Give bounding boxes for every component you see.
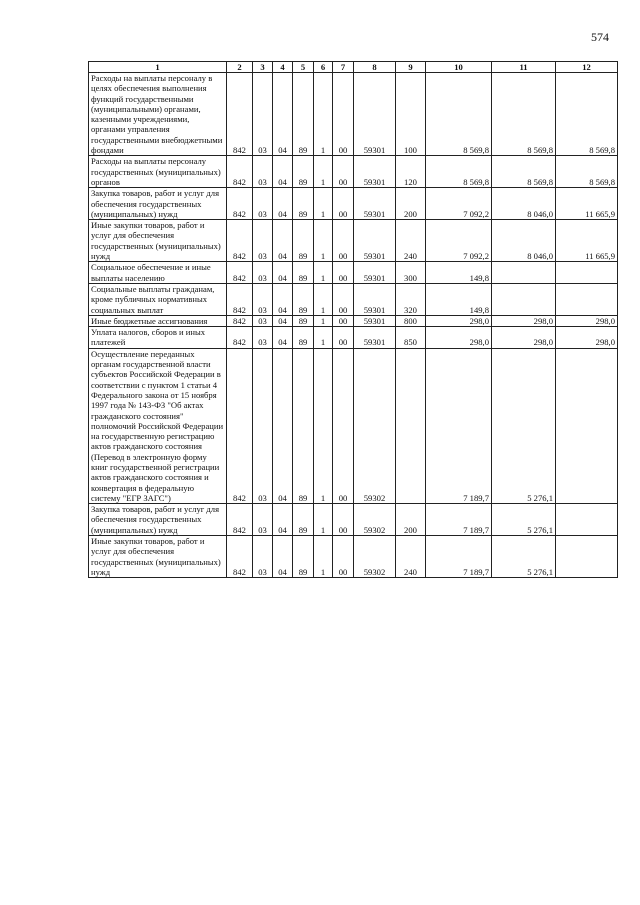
code-cell: 89 bbox=[293, 315, 314, 326]
code-cell: 89 bbox=[293, 188, 314, 220]
code-cell: 100 bbox=[396, 73, 426, 156]
code-cell: 240 bbox=[396, 220, 426, 262]
table-row bbox=[89, 262, 618, 284]
column-header: 7 bbox=[333, 62, 354, 73]
code-cell: 1 bbox=[314, 262, 333, 284]
amount-cell: 8 569,8 bbox=[492, 73, 556, 156]
code-cell: 842 bbox=[227, 327, 253, 349]
code-cell: 03 bbox=[253, 188, 273, 220]
amount-cell: 298,0 bbox=[556, 315, 618, 326]
table-row bbox=[89, 504, 618, 536]
amount-cell: 11 665,9 bbox=[556, 188, 618, 220]
code-cell: 00 bbox=[333, 73, 354, 156]
column-header: 3 bbox=[253, 62, 273, 73]
amount-cell bbox=[492, 262, 556, 284]
row-name-text: Закупка товаров, работ и услуг для обеспечения государственных (муниципальных) нужд bbox=[91, 188, 220, 219]
amount-cell: 7 092,2 bbox=[426, 220, 492, 262]
amount-cell bbox=[556, 348, 618, 503]
table-row bbox=[89, 283, 618, 315]
amount-cell bbox=[556, 283, 618, 315]
amount-cell: 7 092,2 bbox=[426, 188, 492, 220]
row-name-text: Иные закупки товаров, работ и услуг для обеспечения государственных (муниципальных) нужд bbox=[91, 536, 221, 577]
code-cell: 59301 bbox=[354, 156, 396, 188]
code-cell: 300 bbox=[396, 262, 426, 284]
column-header: 9 bbox=[396, 62, 426, 73]
code-cell: 03 bbox=[253, 504, 273, 536]
code-cell bbox=[396, 348, 426, 503]
table-body bbox=[89, 73, 618, 578]
column-header: 8 bbox=[354, 62, 396, 73]
row-name-cell bbox=[89, 220, 227, 262]
code-cell: 842 bbox=[227, 348, 253, 503]
budget-table bbox=[88, 61, 618, 578]
amount-cell bbox=[556, 262, 618, 284]
table-row bbox=[89, 73, 618, 156]
code-cell: 00 bbox=[333, 536, 354, 578]
code-cell: 59302 bbox=[354, 504, 396, 536]
code-cell: 59302 bbox=[354, 536, 396, 578]
code-cell: 00 bbox=[333, 220, 354, 262]
code-cell: 00 bbox=[333, 283, 354, 315]
code-cell: 89 bbox=[293, 220, 314, 262]
column-header: 4 bbox=[273, 62, 293, 73]
table-row bbox=[89, 315, 618, 326]
code-cell: 89 bbox=[293, 283, 314, 315]
code-cell: 04 bbox=[273, 315, 293, 326]
code-cell: 00 bbox=[333, 504, 354, 536]
code-cell: 89 bbox=[293, 73, 314, 156]
table-row bbox=[89, 188, 618, 220]
code-cell: 1 bbox=[314, 73, 333, 156]
row-name-cell bbox=[89, 283, 227, 315]
code-cell: 842 bbox=[227, 315, 253, 326]
code-cell: 03 bbox=[253, 327, 273, 349]
code-cell: 04 bbox=[273, 262, 293, 284]
code-cell: 240 bbox=[396, 536, 426, 578]
page-number: 574 bbox=[591, 30, 609, 44]
code-cell: 1 bbox=[314, 348, 333, 503]
code-cell: 00 bbox=[333, 262, 354, 284]
amount-cell: 5 276,1 bbox=[492, 536, 556, 578]
code-cell: 03 bbox=[253, 536, 273, 578]
amount-cell: 11 665,9 bbox=[556, 220, 618, 262]
code-cell: 04 bbox=[273, 504, 293, 536]
code-cell: 59301 bbox=[354, 188, 396, 220]
amount-cell: 5 276,1 bbox=[492, 348, 556, 503]
code-cell: 04 bbox=[273, 73, 293, 156]
code-cell: 89 bbox=[293, 327, 314, 349]
row-name-text: Расходы на выплаты персоналу государственных (муниципальных) органов bbox=[91, 156, 221, 187]
code-cell: 120 bbox=[396, 156, 426, 188]
code-cell: 1 bbox=[314, 188, 333, 220]
amount-cell: 5 276,1 bbox=[492, 504, 556, 536]
code-cell: 03 bbox=[253, 262, 273, 284]
code-cell: 04 bbox=[273, 188, 293, 220]
row-name-cell bbox=[89, 504, 227, 536]
amount-cell: 298,0 bbox=[556, 327, 618, 349]
amount-cell bbox=[556, 536, 618, 578]
amount-cell: 298,0 bbox=[426, 327, 492, 349]
code-cell: 1 bbox=[314, 315, 333, 326]
row-name-text: Расходы на выплаты персоналу в целях обеспечения выполнения функций государственными (муниципальными) органами, казенными учреждениями, органами управления государственными внебюджетными фондами bbox=[91, 73, 223, 156]
row-name-text: Социальное обеспечение и иные выплаты населению bbox=[91, 262, 211, 283]
code-cell: 1 bbox=[314, 220, 333, 262]
code-cell: 89 bbox=[293, 536, 314, 578]
table-row bbox=[89, 220, 618, 262]
amount-cell: 7 189,7 bbox=[426, 504, 492, 536]
table-row bbox=[89, 327, 618, 349]
code-cell: 00 bbox=[333, 315, 354, 326]
amount-cell: 8 569,8 bbox=[492, 156, 556, 188]
code-cell: 03 bbox=[253, 348, 273, 503]
amount-cell: 298,0 bbox=[426, 315, 492, 326]
code-cell: 1 bbox=[314, 536, 333, 578]
code-cell: 842 bbox=[227, 536, 253, 578]
table-row bbox=[89, 156, 618, 188]
row-name-cell bbox=[89, 348, 227, 503]
code-cell: 1 bbox=[314, 156, 333, 188]
amount-cell: 7 189,7 bbox=[426, 348, 492, 503]
amount-cell: 8 569,8 bbox=[556, 73, 618, 156]
table-row bbox=[89, 536, 618, 578]
code-cell: 842 bbox=[227, 283, 253, 315]
code-cell: 842 bbox=[227, 156, 253, 188]
code-cell: 59302 bbox=[354, 348, 396, 503]
column-header: 1 bbox=[89, 62, 227, 73]
column-header: 11 bbox=[492, 62, 556, 73]
code-cell: 89 bbox=[293, 156, 314, 188]
code-cell: 320 bbox=[396, 283, 426, 315]
column-header: 2 bbox=[227, 62, 253, 73]
amount-cell: 8 046,0 bbox=[492, 220, 556, 262]
code-cell: 59301 bbox=[354, 262, 396, 284]
row-name-text: Социальные выплаты гражданам, кроме публичных нормативных социальных выплат bbox=[91, 283, 215, 315]
row-name-cell bbox=[89, 315, 227, 326]
code-cell: 842 bbox=[227, 504, 253, 536]
code-cell: 89 bbox=[293, 348, 314, 503]
row-name-cell bbox=[89, 73, 227, 156]
amount-cell: 7 189,7 bbox=[426, 536, 492, 578]
code-cell: 842 bbox=[227, 220, 253, 262]
code-cell: 59301 bbox=[354, 327, 396, 349]
table-row bbox=[89, 348, 618, 503]
amount-cell: 8 569,8 bbox=[426, 73, 492, 156]
code-cell: 59301 bbox=[354, 283, 396, 315]
code-cell: 89 bbox=[293, 504, 314, 536]
code-cell: 59301 bbox=[354, 220, 396, 262]
row-name-text: Иные бюджетные ассигнования bbox=[91, 315, 208, 326]
row-name-text: Осуществление переданных органам государственной власти субъектов Российской Федерации в соответствии с пунктом 1 статьи 4 Федерального закона от 15 ноября 1997 года № 143-ФЗ "Об актах гражданского состояния" полномочий Российской Федерации на государственную регистрацию актов гражданского состояния (Перевод в электронную форму книг государственной регистрации актов гражданского состояния и конвертация в федеральную систему "ЕГР ЗАГС") bbox=[91, 348, 224, 503]
code-cell: 850 bbox=[396, 327, 426, 349]
code-cell: 03 bbox=[253, 220, 273, 262]
column-header: 12 bbox=[556, 62, 618, 73]
code-cell: 03 bbox=[253, 283, 273, 315]
amount-cell bbox=[556, 504, 618, 536]
code-cell: 00 bbox=[333, 156, 354, 188]
code-cell: 842 bbox=[227, 73, 253, 156]
code-cell: 03 bbox=[253, 156, 273, 188]
code-cell: 04 bbox=[273, 283, 293, 315]
amount-cell: 149,8 bbox=[426, 283, 492, 315]
row-name-cell bbox=[89, 327, 227, 349]
code-cell: 59301 bbox=[354, 73, 396, 156]
code-cell: 59301 bbox=[354, 315, 396, 326]
amount-cell: 8 569,8 bbox=[556, 156, 618, 188]
amount-cell: 298,0 bbox=[492, 315, 556, 326]
code-cell: 04 bbox=[273, 348, 293, 503]
code-cell: 03 bbox=[253, 73, 273, 156]
amount-cell: 298,0 bbox=[492, 327, 556, 349]
code-cell: 03 bbox=[253, 315, 273, 326]
code-cell: 04 bbox=[273, 156, 293, 188]
amount-cell: 8 046,0 bbox=[492, 188, 556, 220]
column-header: 5 bbox=[293, 62, 314, 73]
code-cell: 1 bbox=[314, 504, 333, 536]
code-cell: 89 bbox=[293, 262, 314, 284]
code-cell: 800 bbox=[396, 315, 426, 326]
code-cell: 00 bbox=[333, 348, 354, 503]
amount-cell bbox=[492, 283, 556, 315]
code-cell: 1 bbox=[314, 327, 333, 349]
row-name-cell bbox=[89, 262, 227, 284]
code-cell: 00 bbox=[333, 188, 354, 220]
code-cell: 00 bbox=[333, 327, 354, 349]
column-header: 6 bbox=[314, 62, 333, 73]
code-cell: 200 bbox=[396, 504, 426, 536]
row-name-text: Иные закупки товаров, работ и услуг для обеспечения государственных (муниципальных) нужд bbox=[91, 220, 221, 262]
row-name-cell bbox=[89, 156, 227, 188]
row-name-text: Уплата налогов, сборов и иных платежей bbox=[91, 327, 206, 348]
row-name-cell bbox=[89, 536, 227, 578]
amount-cell: 149,8 bbox=[426, 262, 492, 284]
column-header: 10 bbox=[426, 62, 492, 73]
row-name-text: Закупка товаров, работ и услуг для обеспечения государственных (муниципальных) нужд bbox=[91, 504, 220, 535]
row-name-cell bbox=[89, 188, 227, 220]
amount-cell: 8 569,8 bbox=[426, 156, 492, 188]
code-cell: 1 bbox=[314, 283, 333, 315]
code-cell: 04 bbox=[273, 536, 293, 578]
code-cell: 04 bbox=[273, 327, 293, 349]
table-header-row bbox=[89, 62, 618, 73]
code-cell: 200 bbox=[396, 188, 426, 220]
code-cell: 842 bbox=[227, 188, 253, 220]
code-cell: 04 bbox=[273, 220, 293, 262]
code-cell: 842 bbox=[227, 262, 253, 284]
